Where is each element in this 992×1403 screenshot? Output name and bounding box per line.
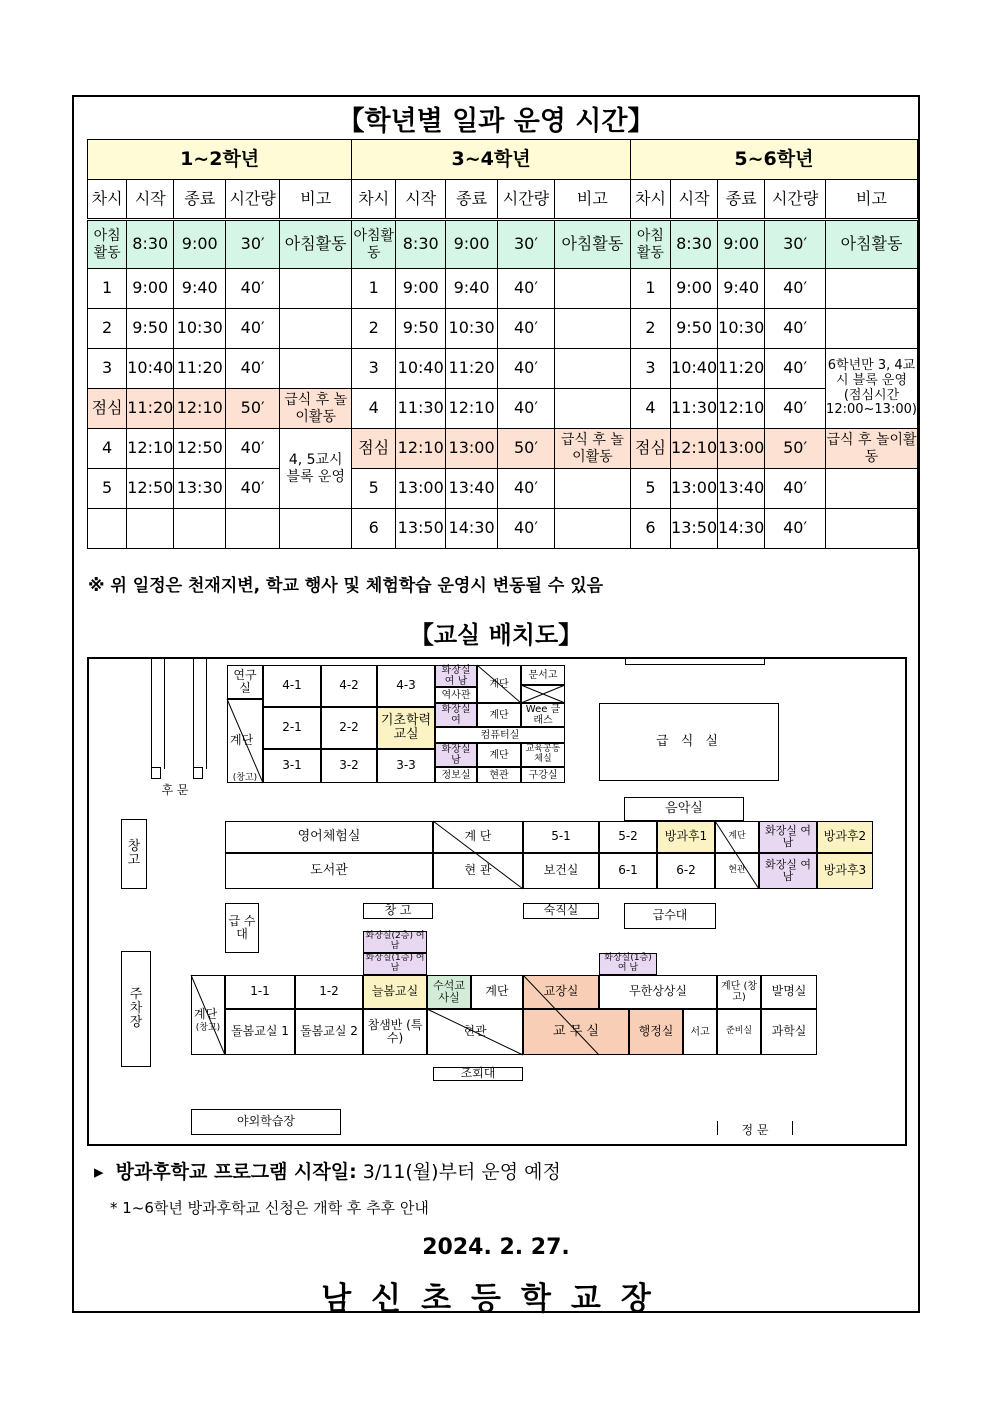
room-cafeteria: 급 식 실 [599, 703, 779, 781]
room-music: 음악실 [624, 797, 744, 821]
room-archive: 서고 [683, 1009, 717, 1055]
room-special: 참샘반 (특수) [363, 1009, 427, 1055]
stair-label: 계단 [194, 1007, 218, 1022]
room-afterschool-3: 방과후3 [817, 853, 873, 889]
cell-period: 5 [630, 469, 670, 509]
room-prep: 준비실 [717, 1009, 761, 1055]
apply-note: * 1~6학년 방과후학교 신청은 개학 후 추후 안내 [110, 1199, 429, 1217]
cell-start: 9:00 [127, 269, 174, 309]
cell-period: 4 [630, 389, 670, 429]
cell-end: 13:40 [446, 469, 498, 509]
cell-period: 5 [88, 469, 127, 509]
room-6-1: 6-1 [599, 853, 657, 889]
plan-diagonals [89, 659, 909, 1148]
room-head-teacher: 수석교사실 [427, 975, 471, 1009]
restroom-5: 화장실 여 남 [759, 853, 817, 889]
room-1-1: 1-1 [225, 975, 295, 1009]
cell-period: 2 [352, 309, 396, 349]
cell-end: 10:30 [446, 309, 498, 349]
bullet-icon: ▸ [94, 1161, 116, 1183]
room-english: 영어체험실 [225, 821, 433, 853]
cell-note [826, 269, 918, 309]
cell-note-block: 6학년만 3, 4교시 블록 운영 (점심시간 12:00~13:00) [826, 349, 918, 429]
cell-period: 5 [352, 469, 396, 509]
cell-start: 12:10 [671, 429, 718, 469]
cell-note: 급식 후 놀이활동 [554, 429, 630, 469]
entrance-3: 현관 [715, 853, 759, 889]
room-library: 도서관 [225, 853, 433, 889]
outdoor-learning-area: 야외학습장 [191, 1109, 341, 1135]
room-1-2: 1-2 [295, 975, 363, 1009]
cell-period: 1 [88, 269, 127, 309]
cell-note [280, 309, 352, 349]
cell-duration: 40′ [498, 389, 555, 429]
col-header: 차시 [630, 180, 670, 220]
room-principal: 교장실 [523, 975, 599, 1009]
room-storage: 창 고 [363, 903, 433, 919]
cell-start: 11:30 [671, 389, 718, 429]
room-health: 보건실 [523, 853, 599, 889]
cell-note [554, 309, 630, 349]
room-3-3: 3-3 [377, 749, 435, 783]
main-gate: 정 문 [741, 1122, 769, 1137]
cell-end: 14:30 [718, 509, 765, 549]
cell-note [554, 269, 630, 309]
cell-end: 13:40 [718, 469, 765, 509]
restroom-8: 화장실(1층) 여 남 [599, 953, 657, 975]
cell-end: 12:10 [718, 389, 765, 429]
cell-note-block: 4, 5교시 블록 운영 [280, 429, 352, 509]
cell-duration: 40′ [226, 429, 280, 469]
afterschool-value: 3/11(월)부터 운영 예정 [362, 1161, 561, 1183]
room-2-2: 2-2 [321, 707, 377, 749]
cell-end: 14:30 [446, 509, 498, 549]
room-afterschool-1: 방과후1 [657, 821, 715, 853]
cell-end: 11:20 [718, 349, 765, 389]
water-fountain-2: 급수대 [624, 903, 716, 929]
cell-start: 8:30 [396, 220, 446, 269]
room-research: 연구실 [227, 665, 263, 699]
cell-start: 12:10 [127, 429, 174, 469]
room-care: 늘봄교실 [363, 975, 427, 1009]
cell-end: 9:00 [446, 220, 498, 269]
cell-duration: 40′ [226, 309, 280, 349]
group-header-56: 5~6학년 [630, 140, 917, 180]
room-4-1: 4-1 [263, 665, 321, 707]
col-header: 비고 [826, 180, 918, 220]
cell-end: 12:50 [174, 429, 226, 469]
cell-note: 아침활동 [280, 220, 352, 269]
cell-duration: 40′ [498, 269, 555, 309]
cell-start: 9:50 [127, 309, 174, 349]
col-header: 종료 [446, 180, 498, 220]
cell-duration: 30′ [765, 220, 826, 269]
cell-start: 10:40 [127, 349, 174, 389]
cell-period: 점심 [630, 429, 670, 469]
layout-title: 【교실 배치도】 [409, 621, 583, 649]
cell-note: 급식 후 놀이활동 [826, 429, 918, 469]
cell-duration: 40′ [765, 349, 826, 389]
room-science: 과학실 [761, 1009, 817, 1055]
room-basic: 기초학력교실 [377, 707, 435, 749]
restroom-1: 화장실 여 남 [435, 665, 477, 687]
afterschool-label: 방과후학교 프로그램 시작일: [115, 1161, 357, 1183]
stair-3: 계단 [477, 743, 521, 767]
group-header-34: 3~4학년 [352, 140, 631, 180]
cell-note: 아침활동 [554, 220, 630, 269]
school-signature: 남신초등학교장 [321, 1281, 671, 1317]
cell-end: 11:20 [446, 349, 498, 389]
cell-note [280, 349, 352, 389]
room-4-3: 4-3 [377, 665, 435, 707]
room-oral: 구강실 [521, 767, 565, 783]
entrance-2: 현 관 [433, 853, 523, 889]
restroom-7: 화장실(1층) 여 남 [363, 953, 427, 975]
cell-period: 3 [88, 349, 127, 389]
cell-duration: 40′ [765, 309, 826, 349]
cell-duration: 40′ [498, 309, 555, 349]
col-header: 시간량 [226, 180, 280, 220]
cell-period: 아침활동 [352, 220, 396, 269]
col-header: 시간량 [498, 180, 555, 220]
cell-duration: 40′ [765, 389, 826, 429]
cell-start: 10:40 [396, 349, 446, 389]
col-header: 비고 [554, 180, 630, 220]
cell-duration: 50′ [498, 429, 555, 469]
cell-duration: 40′ [226, 269, 280, 309]
cell-empty [226, 509, 280, 549]
restroom-4: 화장실 여 남 [759, 821, 817, 853]
floor-plan [87, 657, 907, 1146]
stair-2: 계단 [477, 703, 521, 727]
col-header: 시작 [396, 180, 446, 220]
room-care-2: 돌봄교실 2 [295, 1009, 363, 1055]
col-header: 차시 [352, 180, 396, 220]
cell-start: 9:50 [396, 309, 446, 349]
room-care-1: 돌봄교실 1 [225, 1009, 295, 1055]
schedule-table [87, 139, 918, 549]
cell-end: 9:00 [174, 220, 226, 269]
cell-end: 10:30 [174, 309, 226, 349]
cell-note [554, 389, 630, 429]
afterschool-line [94, 1157, 561, 1184]
cell-period: 아침활동 [88, 220, 127, 269]
entrance-1: 현관 [477, 767, 521, 783]
cell-end: 9:40 [718, 269, 765, 309]
storage-label: (창고) [232, 772, 258, 783]
col-header: 시작 [671, 180, 718, 220]
cell-period: 4 [88, 429, 127, 469]
room-computer: 컴퓨터실 [435, 727, 565, 743]
cell-start: 11:20 [127, 389, 174, 429]
room-staff: 교 무 실 [523, 1009, 629, 1055]
restroom-2: 화장실 여 [435, 703, 477, 727]
cell-end: 11:20 [174, 349, 226, 389]
col-header: 시작 [127, 180, 174, 220]
cell-duration: 40′ [226, 349, 280, 389]
cell-empty [88, 509, 127, 549]
col-header: 종료 [718, 180, 765, 220]
cell-duration: 40′ [765, 509, 826, 549]
cell-period: 아침활동 [630, 220, 670, 269]
cell-end: 9:00 [718, 220, 765, 269]
cell-note [554, 509, 630, 549]
cell-duration: 30′ [226, 220, 280, 269]
group-header-12: 1~2학년 [88, 140, 352, 180]
restroom-3: 화장실 남 [435, 743, 477, 767]
cell-start: 13:50 [671, 509, 718, 549]
parking-lot: 주 차 장 [121, 951, 151, 1067]
entrance-4: 현관 [427, 1009, 523, 1055]
cell-empty [127, 509, 174, 549]
cell-period: 1 [352, 269, 396, 309]
room-5-1: 5-1 [523, 821, 599, 853]
stair-1: 계단 [477, 665, 521, 703]
cell-note [554, 469, 630, 509]
room-warehouse: 창 고 [121, 819, 147, 889]
cell-note [826, 509, 918, 549]
cell-start: 8:30 [671, 220, 718, 269]
cell-period: 3 [352, 349, 396, 389]
room-3-1: 3-1 [263, 749, 321, 783]
cell-note [554, 349, 630, 389]
stair-8: 계단 (창고) [717, 975, 761, 1009]
cell-duration: 40′ [765, 269, 826, 309]
cell-period: 2 [88, 309, 127, 349]
cell-duration: 40′ [498, 349, 555, 389]
room-3-2: 3-2 [321, 749, 377, 783]
cell-duration: 40′ [498, 469, 555, 509]
cell-note: 아침활동 [826, 220, 918, 269]
cell-start: 11:30 [396, 389, 446, 429]
room-documents: 문서고 [521, 665, 565, 685]
room-imagination: 무한상상실 [599, 975, 717, 1009]
room-history: 역사관 [435, 687, 477, 703]
cell-period: 점심 [352, 429, 396, 469]
col-header: 비고 [280, 180, 352, 220]
cell-period: 3 [630, 349, 670, 389]
restroom-6: 화장실(2층) 여 남 [363, 931, 427, 953]
schedule-note: ※ 위 일정은 천재지변, 학교 행사 및 체험학습 운영시 변동될 수 있음 [88, 576, 604, 596]
cell-note: 급식 후 놀이활동 [280, 389, 352, 429]
room-2-1: 2-1 [263, 707, 321, 749]
cell-empty [174, 509, 226, 549]
cell-end: 10:30 [718, 309, 765, 349]
col-header: 시간량 [765, 180, 826, 220]
storage-label: (창고) [195, 1022, 221, 1033]
cell-start: 12:10 [396, 429, 446, 469]
room-6-2: 6-2 [657, 853, 715, 889]
room-4-2: 4-2 [321, 665, 377, 707]
cell-note [280, 269, 352, 309]
cell-end: 12:10 [446, 389, 498, 429]
cell-period: 1 [630, 269, 670, 309]
cell-duration: 50′ [226, 389, 280, 429]
cell-start: 10:40 [671, 349, 718, 389]
cell-end: 9:40 [174, 269, 226, 309]
stair-4: 계 단 [433, 821, 523, 853]
cell-period: 6 [630, 509, 670, 549]
cell-period: 점심 [88, 389, 127, 429]
room-afterschool-2: 방과후2 [817, 821, 873, 853]
room-duty: 숙직실 [523, 903, 599, 919]
cell-start: 12:50 [127, 469, 174, 509]
water-fountain-1: 급 수 대 [225, 903, 259, 953]
back-gate-label: 후 문 [161, 782, 189, 797]
cell-end: 12:10 [174, 389, 226, 429]
cell-start: 13:00 [396, 469, 446, 509]
room-admin: 행정실 [629, 1009, 683, 1055]
cell-period: 2 [630, 309, 670, 349]
cell-note [826, 469, 918, 509]
room-wee: Wee 클래스 [521, 703, 565, 727]
cell-period: 4 [352, 389, 396, 429]
col-header: 종료 [174, 180, 226, 220]
stair-label: 계단 [230, 733, 254, 748]
cell-start: 9:00 [396, 269, 446, 309]
cell-duration: 40′ [226, 469, 280, 509]
document-date: 2024. 2. 27. [422, 1235, 570, 1260]
cell-duration: 30′ [498, 220, 555, 269]
cell-start: 13:50 [396, 509, 446, 549]
cell-duration: 50′ [765, 429, 826, 469]
cell-end: 9:40 [446, 269, 498, 309]
cell-end: 13:00 [446, 429, 498, 469]
cell-start: 8:30 [127, 220, 174, 269]
room-5-2: 5-2 [599, 821, 657, 853]
cell-start: 9:00 [671, 269, 718, 309]
cell-start: 9:50 [671, 309, 718, 349]
cell-note [826, 309, 918, 349]
cell-empty [280, 509, 352, 549]
room-info: 정보실 [435, 767, 477, 783]
podium: 조회대 [433, 1067, 523, 1081]
room-community: 교육공동체실 [521, 743, 565, 767]
schedule-title: 【학년별 일과 운영 시간】 [337, 106, 655, 137]
stair-7: 계단 [471, 975, 523, 1009]
col-header: 차시 [88, 180, 127, 220]
room-invention: 발명실 [761, 975, 817, 1009]
cell-end: 13:30 [174, 469, 226, 509]
cell-duration: 40′ [498, 509, 555, 549]
stair-5: 계단 [715, 821, 759, 853]
cell-period: 6 [352, 509, 396, 549]
cell-start: 13:00 [671, 469, 718, 509]
cell-end: 13:00 [718, 429, 765, 469]
document-frame [72, 95, 920, 1317]
cell-duration: 40′ [765, 469, 826, 509]
